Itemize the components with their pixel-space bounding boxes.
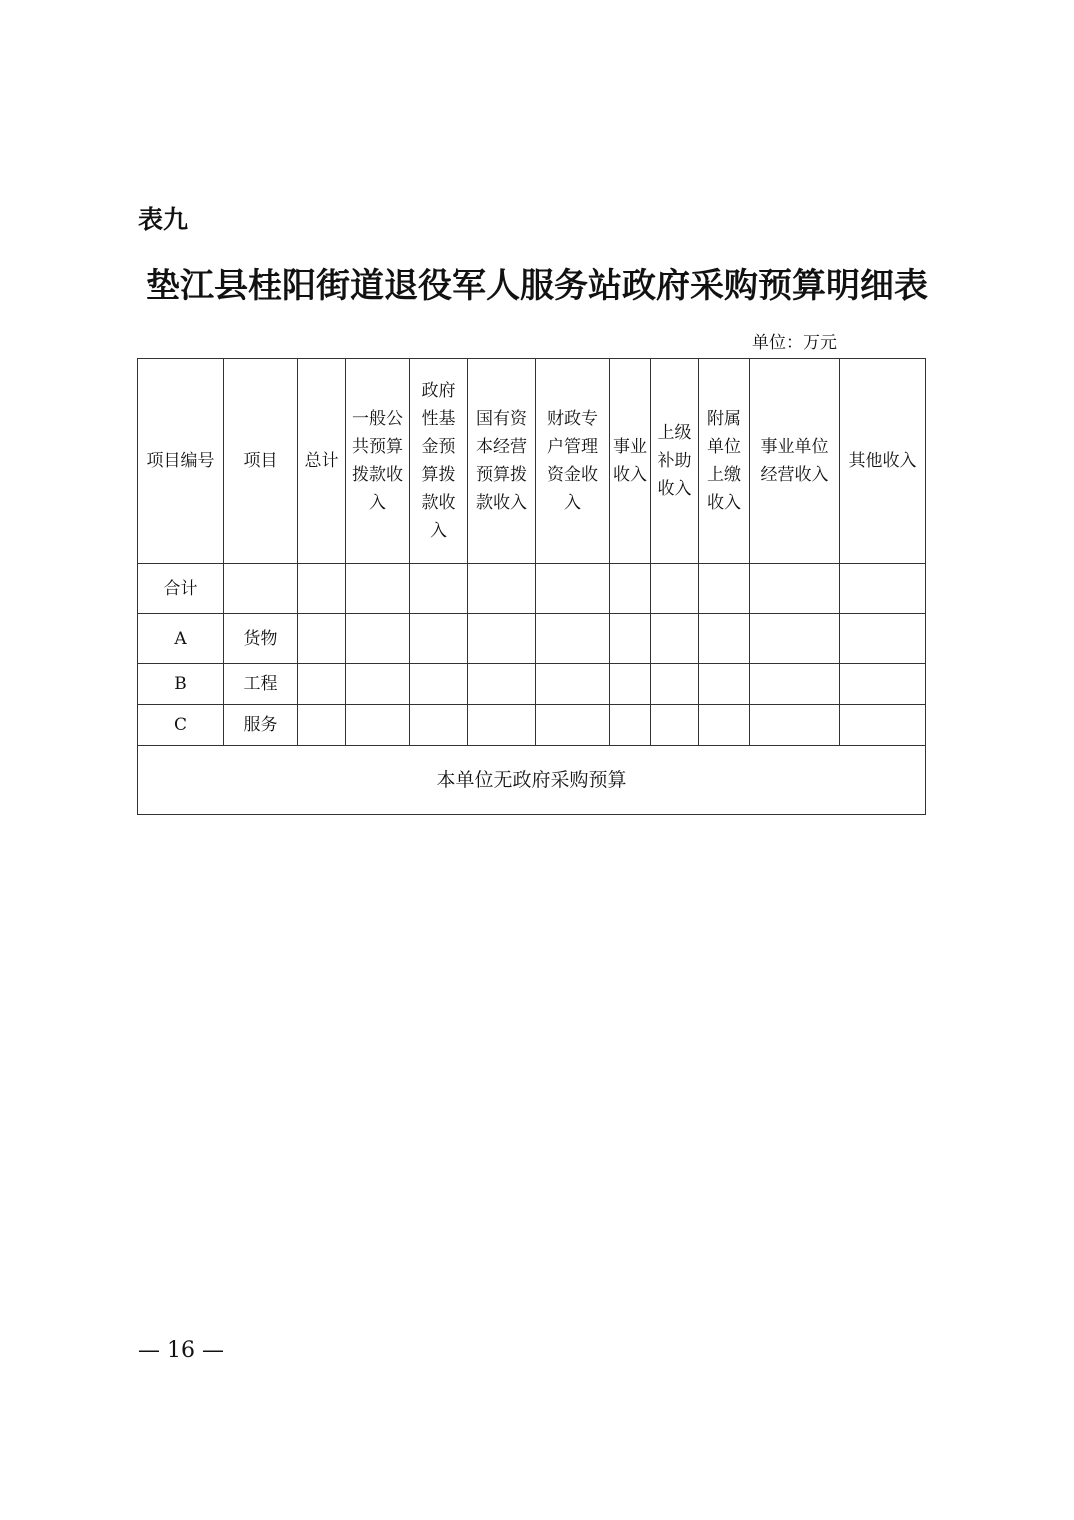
header-state-capital-budget: 国有资本经营预算拨款收入 <box>468 359 536 564</box>
header-project: 项目 <box>224 359 298 564</box>
empty-cell <box>536 664 610 705</box>
table-row-services <box>138 705 926 746</box>
empty-cell <box>750 564 840 614</box>
row-code-cell: C <box>138 705 224 746</box>
empty-cell <box>346 664 410 705</box>
row-code-cell: A <box>138 614 224 664</box>
empty-cell <box>610 705 651 746</box>
row-item-cell <box>224 564 298 614</box>
no-procurement-note: 本单位无政府采购预算 <box>138 746 926 815</box>
empty-cell <box>699 664 750 705</box>
empty-cell <box>699 614 750 664</box>
empty-cell <box>298 614 346 664</box>
empty-cell <box>410 564 468 614</box>
table-row-total <box>138 564 926 614</box>
table-note-row <box>138 746 926 815</box>
empty-cell <box>651 564 699 614</box>
header-unit-operating-income: 事业单位经营收入 <box>750 359 840 564</box>
page-number: — 16 — <box>138 1338 224 1363</box>
empty-cell <box>536 705 610 746</box>
row-item-cell: 工程 <box>224 664 298 705</box>
empty-cell <box>536 614 610 664</box>
empty-cell <box>298 705 346 746</box>
empty-cell <box>651 614 699 664</box>
empty-cell <box>346 564 410 614</box>
empty-cell <box>840 705 926 746</box>
header-affiliated-unit-income: 附属单位上缴收入 <box>699 359 750 564</box>
empty-cell <box>840 664 926 705</box>
empty-cell <box>410 705 468 746</box>
unit-label: 单位：万元 <box>752 333 837 353</box>
empty-cell <box>468 664 536 705</box>
table-row-engineering <box>138 664 926 705</box>
empty-cell <box>699 705 750 746</box>
empty-cell <box>346 705 410 746</box>
empty-cell <box>410 664 468 705</box>
header-general-public-budget: 一般公共预算拨款收入 <box>346 359 410 564</box>
empty-cell <box>410 614 468 664</box>
empty-cell <box>468 564 536 614</box>
header-total: 总计 <box>298 359 346 564</box>
header-business-income: 事业收入 <box>610 359 651 564</box>
empty-cell <box>840 564 926 614</box>
empty-cell <box>750 705 840 746</box>
procurement-budget-table <box>137 358 926 815</box>
empty-cell <box>699 564 750 614</box>
table-label: 表九 <box>138 205 189 234</box>
header-other-income: 其他收入 <box>840 359 926 564</box>
page-title: 垫江县桂阳街道退役军人服务站政府采购预算明细表 <box>146 266 928 306</box>
empty-cell <box>468 705 536 746</box>
empty-cell <box>298 564 346 614</box>
table-row-goods <box>138 614 926 664</box>
empty-cell <box>536 564 610 614</box>
empty-cell <box>651 664 699 705</box>
header-fiscal-account-funds: 财政专户管理资金收入 <box>536 359 610 564</box>
header-government-fund-budget: 政府性基金预算拨款收入 <box>410 359 468 564</box>
row-code-cell: 合计 <box>138 564 224 614</box>
header-project-code: 项目编号 <box>138 359 224 564</box>
row-code-cell: B <box>138 664 224 705</box>
empty-cell <box>840 614 926 664</box>
row-item-cell: 服务 <box>224 705 298 746</box>
empty-cell <box>750 614 840 664</box>
header-superior-subsidy: 上级补助收入 <box>651 359 699 564</box>
empty-cell <box>468 614 536 664</box>
empty-cell <box>610 564 651 614</box>
empty-cell <box>346 614 410 664</box>
empty-cell <box>610 664 651 705</box>
empty-cell <box>750 664 840 705</box>
empty-cell <box>298 664 346 705</box>
empty-cell <box>651 705 699 746</box>
row-item-cell: 货物 <box>224 614 298 664</box>
table-header-row <box>138 359 926 564</box>
empty-cell <box>610 614 651 664</box>
